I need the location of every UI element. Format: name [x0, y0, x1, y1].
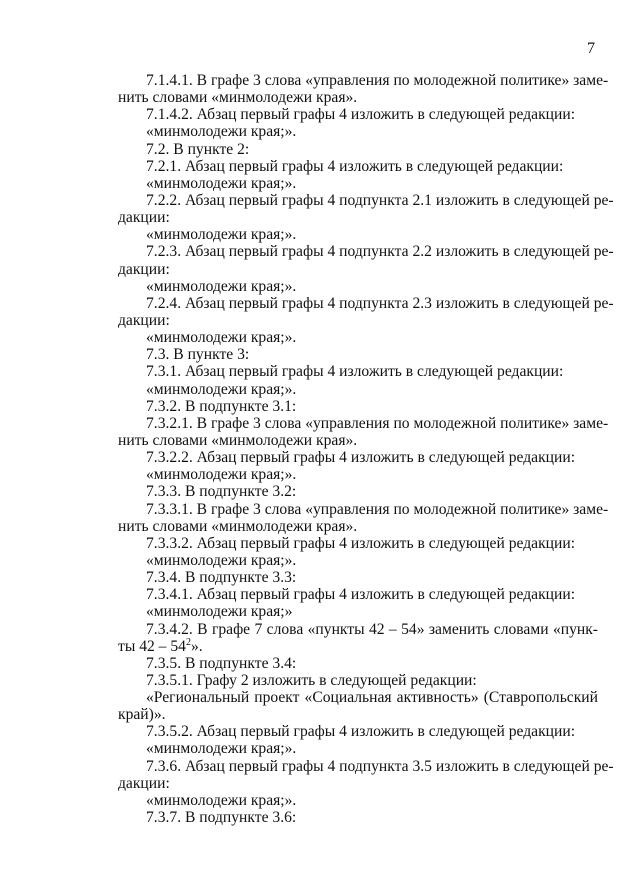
text-line	[118, 638, 598, 655]
text-line: 7.3.4.1. Абзац первый графы 4 изложить в следующей редакции:	[146, 586, 576, 604]
text-line: дакции:	[118, 209, 170, 227]
text-line: «минмолодежи края;».	[146, 174, 297, 192]
text-line: дакции:	[118, 260, 170, 278]
text-line-tail: ».	[190, 637, 203, 655]
text-line: 7.3.5.2. Абзац первый графы 4 изложить в следующей редакции:	[146, 723, 576, 741]
text-line: «минмолодежи края;».	[146, 466, 297, 484]
text-line: 7.3.4.2. В графе 7 слова «пункты 42 – 54» заменить словами «пунк-	[146, 620, 598, 638]
text-line: 7.2.2. Абзац первый графы 4 подпункта 2.1 изложить в следующей ре-	[146, 191, 614, 209]
text-line: 7.3.7. В подпункте 3.6:	[146, 809, 297, 827]
text-line: 7.3.2.1. В графе 3 слова «управления по молодежной политике» заме-	[146, 414, 609, 432]
text-line: дакции:	[118, 311, 170, 329]
text-line: 7.3.5. В подпункте 3.4:	[146, 654, 297, 672]
text-line: 7.3. В пункте 3:	[146, 346, 250, 364]
text-line: дакции:	[118, 774, 170, 792]
text-line: «минмолодежи края;»	[146, 603, 293, 621]
text-line: 7.2.4. Абзац первый графы 4 подпункта 2.3 изложить в следующей ре-	[146, 294, 614, 312]
superscript: 2	[185, 636, 191, 648]
text-line: «Региональный проект «Социальная активность» (Ставропольский	[146, 689, 598, 707]
document-body	[118, 72, 614, 827]
text-line: «минмолодежи края;».	[146, 551, 297, 569]
text-line: нить словами «минмолодежи края».	[118, 517, 358, 535]
text-line: 7.1.4.1. В графе 3 слова «управления по молодежной политике» заме-	[146, 72, 609, 89]
text-line: «минмолодежи края;».	[146, 791, 297, 809]
text-line: «минмолодежи края;».	[146, 277, 297, 295]
text-line: «минмолодежи края;».	[146, 380, 297, 398]
text-line: 7.3.4. В подпункте 3.3:	[146, 569, 297, 587]
text-line: 7.3.3.2. Абзац первый графы 4 изложить в следующей редакции:	[146, 534, 576, 552]
text-line: «минмолодежи края;».	[146, 329, 297, 347]
text-line: 7.3.3.1. В графе 3 слова «управления по молодежной политике» заме-	[146, 500, 609, 518]
page-number: 7	[587, 40, 595, 57]
text-line: нить словами «минмолодежи края».	[118, 431, 358, 449]
text-line: «минмолодежи края;».	[146, 226, 297, 244]
text-line: нить словами «минмолодежи края».	[118, 89, 358, 107]
text-line: 7.3.2.2. Абзац первый графы 4 изложить в следующей редакции:	[146, 449, 576, 467]
text-line-main: ты 42 – 54	[118, 637, 186, 655]
text-line: 7.3.5.1. Графу 2 изложить в следующей редакции:	[146, 671, 477, 689]
text-line: «минмолодежи края;».	[146, 123, 297, 141]
text-line: 7.3.1. Абзац первый графы 4 изложить в следующей редакции:	[146, 363, 564, 381]
text-line: 7.3.6. Абзац первый графы 4 подпункта 3.5 изложить в следующей ре-	[146, 757, 614, 775]
text-line: 7.2.1. Абзац первый графы 4 изложить в следующей редакции:	[146, 157, 564, 175]
text-line: 7.2. В пункте 2:	[146, 140, 250, 158]
text-line: 7.1.4.2. Абзац первый графы 4 изложить в следующей редакции:	[146, 106, 576, 124]
text-line: «минмолодежи края;».	[146, 740, 297, 758]
text-line: край)».	[118, 706, 166, 724]
text-line: 7.3.3. В подпункте 3.2:	[146, 483, 297, 501]
text-line: 7.3.2. В подпункте 3.1:	[146, 397, 297, 415]
text-line: 7.2.3. Абзац первый графы 4 подпункта 2.2 изложить в следующей ре-	[146, 243, 614, 261]
